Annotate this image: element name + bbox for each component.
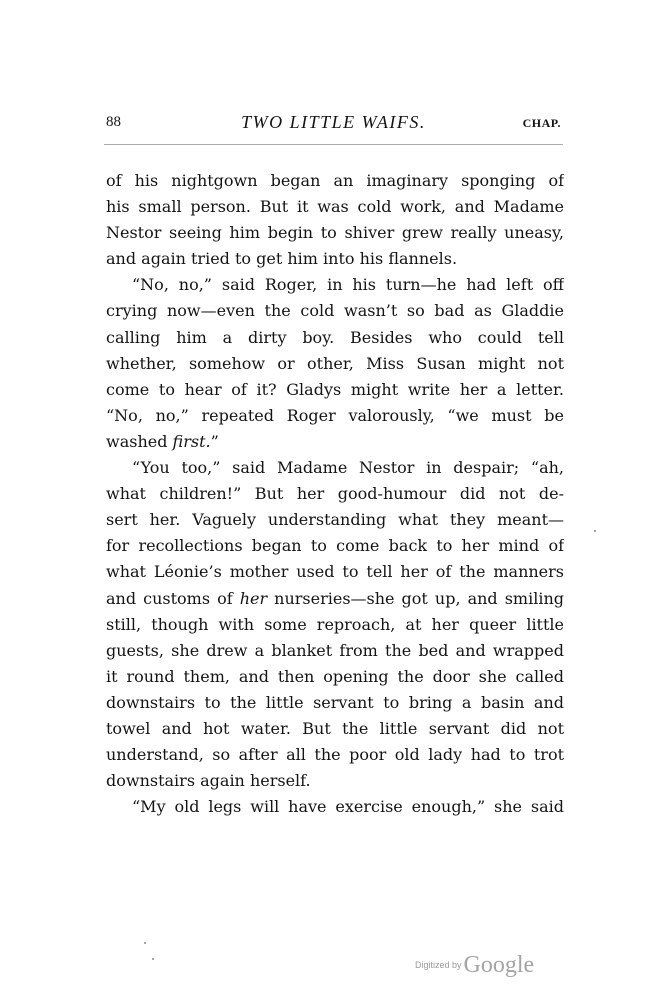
digitized-watermark (415, 952, 534, 982)
text-line: “My old legs will have exercise enough,” she said (132, 797, 564, 817)
paper-speck (152, 958, 154, 960)
paper-speck (144, 942, 146, 944)
text-line: of his nightgown began an imaginary sponging of (106, 171, 564, 190)
watermark-prefix: Digitized by (415, 960, 462, 970)
text-line (106, 429, 564, 455)
text-line: understand, so after all the poor old lady had to trot (106, 745, 564, 765)
text-line: for recollections began to come back to her mind of (106, 536, 564, 556)
emphasized-word: first. (172, 431, 211, 451)
google-logo: Google (463, 952, 535, 978)
text-line: whether, somehow or other, Miss Susan might not (106, 353, 564, 373)
text-line: what children!” But her good-humour did not de- (106, 484, 564, 504)
text-line: guests, she drew a blanket from the bed and wrapped (106, 640, 564, 660)
text-line: sert her. Vaguely understanding what they meant— (106, 510, 564, 530)
text-line: come to hear of it? Gladys might write her a letter. (106, 379, 564, 399)
page-number: 88 (106, 114, 121, 130)
text-line: “You too,” said Madame Nestor in despair; “ah, (132, 458, 564, 478)
running-head (106, 112, 561, 136)
text-line: towel and hot water. But the little servant did not (106, 718, 564, 738)
paper-speck (594, 530, 596, 532)
text-line: Nestor seeing him begin to shiver grew really uneasy, (106, 223, 564, 243)
text-segment: washed (106, 431, 173, 451)
text-line: it round them, and then opening the door she called (106, 666, 564, 686)
text-line: crying now—even the cold wasn’t so bad as Gladdie (106, 301, 564, 321)
body-text (106, 168, 564, 820)
text-line: still, though with some reproach, at her queer little (106, 614, 564, 634)
text-line: “No, no,” repeated Roger valorously, “we must be (106, 405, 564, 425)
text-segment: and customs of (106, 588, 240, 608)
text-line (106, 586, 564, 612)
text-line: and again tried to get him into his flannels. (106, 249, 458, 269)
text-line: downstairs again herself. (106, 771, 311, 791)
text-segment: nurseries—she got up, and smiling (267, 588, 564, 608)
text-segment: ” (210, 431, 219, 451)
text-line: his small person. But it was cold work, and Madame (106, 197, 564, 217)
running-title: TWO LITTLE WAIFS. (241, 112, 426, 132)
text-line: calling him a dirty boy. Besides who could tell (106, 327, 564, 347)
header-rule (104, 144, 563, 145)
text-line: “No, no,” said Roger, in his turn—he had left off (132, 275, 564, 295)
text-line: what Léonie’s mother used to tell her of the manners (106, 562, 564, 582)
chapter-label: CHAP. (522, 116, 561, 130)
emphasized-word: her (239, 588, 268, 608)
text-line: downstairs to the little servant to bring a basin and (106, 692, 564, 712)
